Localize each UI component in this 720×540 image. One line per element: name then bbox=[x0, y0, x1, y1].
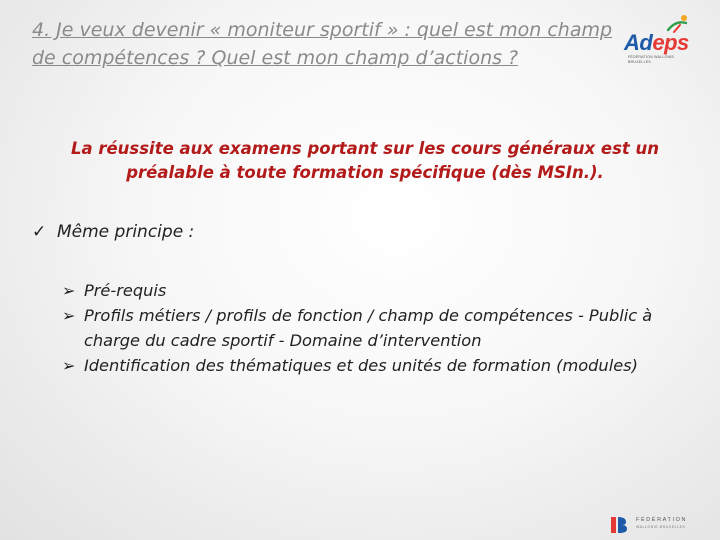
arrow-bullet-icon: ➢ bbox=[62, 281, 76, 300]
list-item bbox=[62, 353, 702, 378]
federation-line1: FÉDÉRATION bbox=[636, 517, 688, 523]
principle-item bbox=[32, 220, 672, 244]
list-item bbox=[62, 278, 702, 303]
list-item bbox=[62, 303, 702, 353]
prerequisite-statement: La réussite aux examens portant sur les cours généraux est un préalable à toute formation spécifique (dès MSIn.). bbox=[70, 139, 660, 182]
federation-mark-icon bbox=[608, 514, 630, 536]
list-item-text: Pré-requis bbox=[84, 281, 167, 300]
slide-title: 4. Je veux devenir « moniteur sportif » : quel est mon champ de compétences ? Quel est mon champ d’actions ? bbox=[32, 19, 613, 69]
adeps-logo bbox=[622, 10, 692, 70]
list-item-text: Profils métiers / profils de fonction / champ de compétences - Public à charge du cadre sportif - Domaine d’intervention bbox=[84, 306, 653, 350]
adeps-wordmark: Adeps bbox=[624, 30, 689, 55]
federation-logo bbox=[608, 512, 708, 536]
sub-items-list bbox=[62, 278, 702, 378]
list-item-text: Identification des thématiques et des unités de formation (modules) bbox=[84, 356, 638, 375]
arrow-bullet-icon: ➢ bbox=[62, 306, 76, 325]
checkmark-icon: ✓ bbox=[32, 222, 47, 242]
principle-label: Même principe : bbox=[57, 222, 195, 242]
federation-line2: WALLONIE-BRUXELLES bbox=[636, 525, 686, 529]
adeps-tagline: FÉDÉRATION WALLONIE-BRUXELLES bbox=[628, 55, 676, 64]
arrow-bullet-icon: ➢ bbox=[62, 356, 76, 375]
